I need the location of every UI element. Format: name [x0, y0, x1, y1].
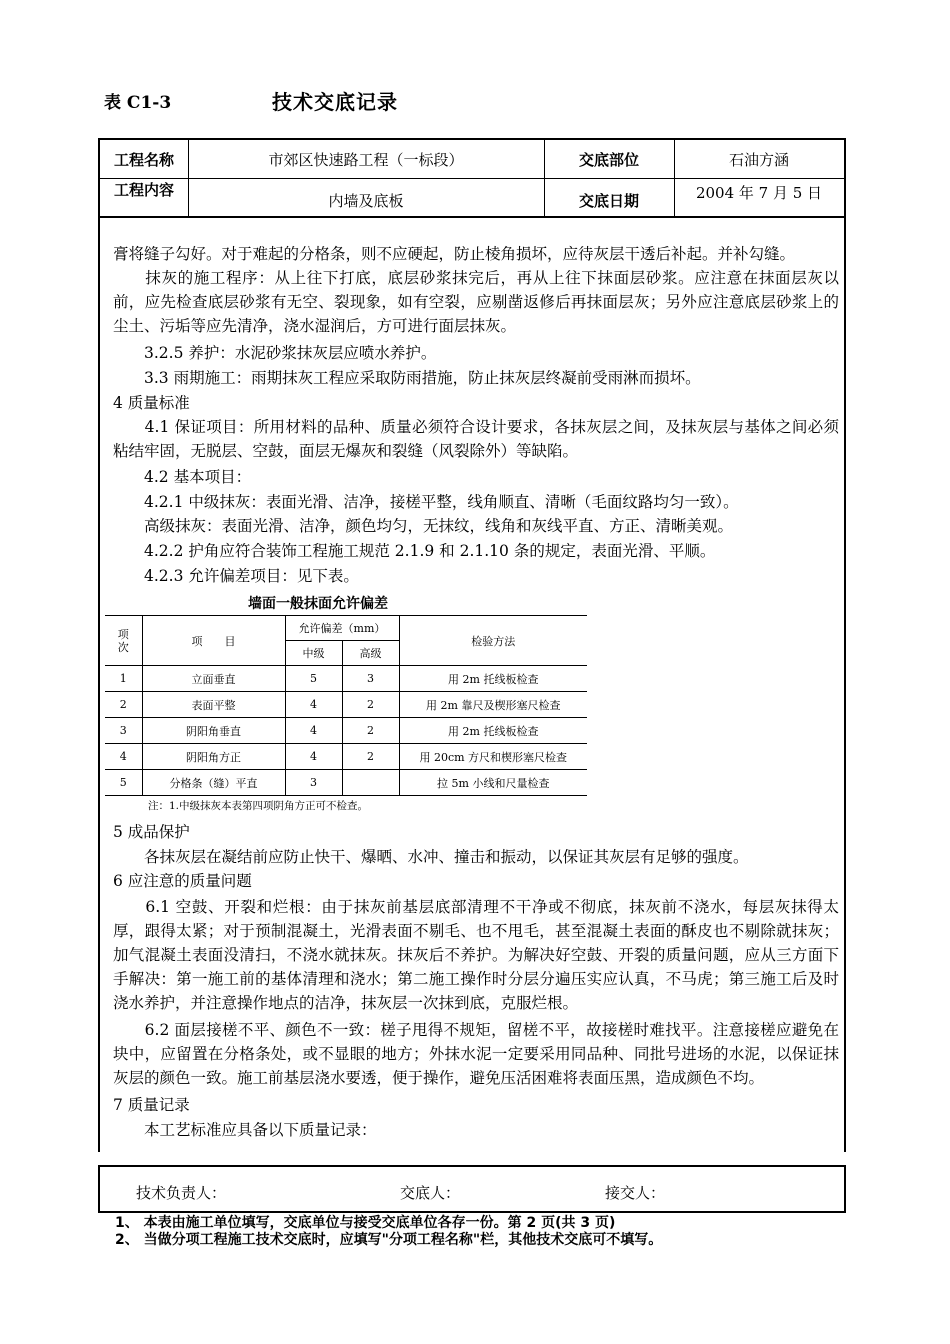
- location-value: 石油方涵: [728, 150, 789, 169]
- project-name-value: 市郊区快速路工程（一标段）: [268, 150, 464, 169]
- section-heading: 7 质量记录: [113, 1096, 190, 1114]
- signature-box: [98, 1165, 846, 1213]
- paragraph: 高级抹灰：表面光滑、洁净，颜色均匀，无抹纹，线角和灰线平直、方正、清晰美观。: [113, 517, 734, 535]
- row-item: 立面垂直: [142, 666, 285, 692]
- project-name-label: 工程名称: [113, 150, 174, 169]
- row-mid: 4: [285, 744, 342, 770]
- paragraph: 3.3 雨期施工：雨期抹灰工程应采取防雨措施，防止抹灰层终凝前受雨淋而损坏。: [113, 369, 701, 387]
- row-item: 阴阳角垂直: [142, 718, 285, 744]
- date-label: 交底日期: [578, 191, 639, 210]
- content-label: 工程内容: [113, 180, 174, 199]
- table-row: [105, 692, 587, 718]
- row-high: 2: [342, 692, 399, 718]
- row-method: 用 2m 托线板检查: [399, 666, 587, 692]
- row-mid: 5: [285, 666, 342, 692]
- row-high: 2: [342, 744, 399, 770]
- table-row: [105, 666, 587, 692]
- row-mid: 4: [285, 692, 342, 718]
- table-row: [105, 770, 587, 796]
- row-high: 3: [342, 666, 399, 692]
- col-method-header: 检验方法: [399, 616, 587, 666]
- deviation-table: [105, 615, 587, 796]
- section-heading: 5 成品保护: [113, 823, 190, 841]
- paragraph: 抹灰的施工程序：从上往下打底，底层砂浆抹完后，再从上往下抹面层砂浆。应注意在抹面层灰以前，应先检查底层砂浆有无空、裂现象，如有空裂，应剔凿返修后再抹面层灰；另外应注意底层砂浆上的尘土、污垢等应先清净，浇水湿润后，方可进行面层抹灰。: [113, 269, 839, 335]
- row-no: 5: [105, 770, 142, 796]
- paragraph: 4.2 基本项目：: [113, 468, 252, 486]
- paragraph: 4.2.3 允许偏差项目：见下表。: [113, 567, 359, 585]
- paragraph: 4.1 保证项目：所用材料的品种、质量必须符合设计要求，各抹灰层之间，及抹灰层与基体之间必须粘结牢固，无脱层、空鼓，面层无爆灰和裂缝（风裂除外）等缺陷。: [113, 418, 839, 460]
- form-code: 表 C1-3: [104, 93, 172, 113]
- section-heading: 4 质量标准: [113, 394, 190, 412]
- row-method: 用 2m 托线板检查: [399, 718, 587, 744]
- row-mid: 4: [285, 718, 342, 744]
- row-item: 表面平整: [142, 692, 285, 718]
- row-no: 2: [105, 692, 142, 718]
- discloser-signature: 交底人：: [400, 1184, 461, 1202]
- paragraph: 4.2.1 中级抹灰：表面光滑、洁净，接槎平整，线角顺直、清晰（毛面纹路均匀一致）。: [113, 493, 739, 511]
- row-method: 拉 5m 小线和尺量检查: [399, 770, 587, 796]
- paragraph: 6.2 面层接槎不平、颜色不一致：槎子甩得不规矩，留槎不平，故接槎时难找平。注意接槎应避免在块中，应留置在分格条处，或不显眼的地方；外抹水泥一定要采用同品种、同批号进场的水泥，以保证抹灰层的颜色一致。施工前基层浇水要透，便于操作，避免压活困难将表面压黑，造成颜色不均。: [113, 1021, 839, 1087]
- table-caption: 墙面一般抹面允许偏差: [248, 596, 388, 612]
- row-no: 1: [105, 666, 142, 692]
- location-label: 交底部位: [578, 150, 639, 169]
- paragraph: 膏将缝子勾好。对于难起的分格条，则不应硬起，防止棱角损坏，应待灰层干透后补起。并补勾缝。: [113, 245, 796, 263]
- footnote: 1、 本表由施工单位填写，交底单位与接受交底单位各存一份。第 2 页(共 3 页): [115, 1215, 616, 1231]
- table-note: 注：1.中级抹灰本表第四项阴角方正可不检查。: [148, 800, 369, 812]
- row-no: 3: [105, 718, 142, 744]
- paragraph: 本工艺标准应具备以下质量记录：: [113, 1121, 377, 1139]
- paragraph: 3.2.5 养护：水泥砂浆抹灰层应喷水养护。: [113, 344, 437, 362]
- content-value: 内墙及底板: [328, 191, 404, 210]
- table-row: [105, 744, 587, 770]
- table-row: [105, 718, 587, 744]
- row-item: 分格条（缝）平直: [142, 770, 285, 796]
- row-method: 用 20cm 方尺和楔形塞尺检查: [399, 744, 587, 770]
- footnote: 2、 当做分项工程施工技术交底时，应填写"分项工程名称"栏，其他技术交底可不填写。: [115, 1232, 663, 1248]
- receiver-signature: 接交人：: [605, 1184, 666, 1202]
- row-mid: 3: [285, 770, 342, 796]
- row-method: 用 2m 靠尺及楔形塞尺检查: [399, 692, 587, 718]
- row-item: 阴阳角方正: [142, 744, 285, 770]
- document-title: 技术交底记录: [272, 90, 398, 114]
- paragraph: 各抹灰层在凝结前应防止快干、爆晒、水冲、撞击和振动，以保证其灰层有足够的强度。: [113, 848, 749, 866]
- row-no: 4: [105, 744, 142, 770]
- info-table: [98, 138, 846, 218]
- col-item-header: 项 目: [142, 616, 285, 666]
- col-allow-header: 允许偏差（mm）: [285, 616, 399, 641]
- section-heading: 6 应注意的质量问题: [113, 872, 252, 890]
- row-high: 2: [342, 718, 399, 744]
- col-mid-header: 中级: [285, 641, 342, 666]
- date-value: 2004 年 7 月 5 日: [695, 183, 823, 202]
- paragraph: 4.2.2 护角应符合装饰工程施工规范 2.1.9 和 2.1.10 条的规定，表面光滑、平顺。: [113, 542, 716, 560]
- col-no-header: 项 次: [105, 616, 142, 666]
- row-high: [342, 770, 399, 796]
- tech-lead-signature: 技术负责人：: [136, 1184, 227, 1202]
- paragraph: 6.1 空鼓、开裂和烂根：由于抹灰前基层底部清理不干净或不彻底，抹灰前不浇水，每层灰抹得太厚，跟得太紧；对于预制混凝土，光滑表面不剔毛、也不甩毛，甚至混凝土表面的酥皮也不剔除就抹灰；加气混凝土表面没清扫，不浇水就抹灰。抹灰后不养护。为解决好空鼓、开裂的质量问题，应从三方面下手解决：第一施工前的基体清理和浇水；第二施工操作时分层分遍压实应认真，不马虎；第三施工后及时浇水养护，并注意操作地点的洁净，抹灰层一次抹到底，克服烂根。: [113, 898, 839, 1012]
- col-high-header: 高级: [342, 641, 399, 666]
